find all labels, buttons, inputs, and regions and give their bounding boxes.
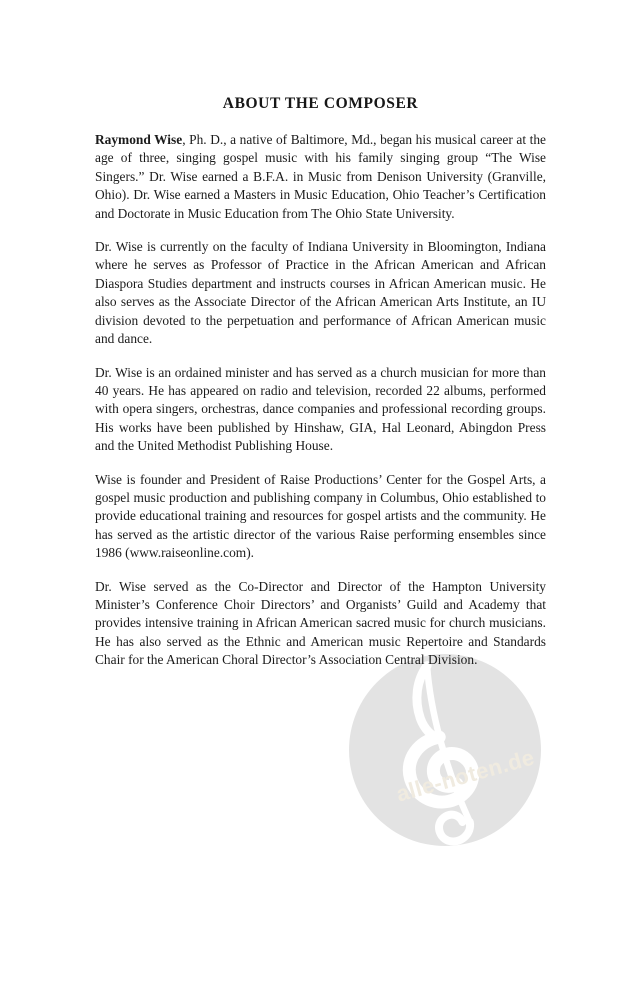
- page-title: ABOUT THE COMPOSER: [222, 95, 419, 112]
- bio-paragraph-4: [95, 471, 546, 563]
- bio-paragraph-1: [95, 131, 546, 223]
- bio-paragraph-3: [95, 364, 546, 456]
- paragraph-text: Dr. Wise served as the Co-Director and Director of the Hampton University Minister’s Conference Choir Directors’ and Organists’ Guild and Academy that provides intensive training in African American sacred music for church musicians. He has also served as the Ethnic and American music Repertoire and Standards Chair for the American Choral Director’s Association Central Division.: [95, 578, 546, 668]
- composer-name: Raymond Wise: [95, 132, 183, 148]
- paragraph-text: , Ph. D., a native of Baltimore, Md., began his musical career at the age of three, singing gospel music with his family singing group “The Wise Singers.” Dr. Wise earned a B.F.A. in Music from Denison University (Granville, Ohio). Dr. Wise earned a Masters in Music Education, Ohio Teacher’s Certification and Doctorate in Music Education from The Ohio State University.: [95, 132, 547, 221]
- page-content: [95, 95, 546, 685]
- paragraph-text: Wise is founder and President of Raise Productions’ Center for the Gospel Arts, a gospel music production and publishing company in Columbus, Ohio established to provide educational training and resources for gospel artists and the community. He has served as the artistic director of the various Raise performing ensembles since 1986 (www.raiseonline.com).: [95, 471, 546, 561]
- paragraph-text: Dr. Wise is currently on the faculty of Indiana University in Bloomington, Indiana where he serves as Professor of Practice in the African American and African Diaspora Studies department and instructs courses in African American music. He also serves as the Associate Director of the African American Arts Institute, an IU division devoted to the perpetuation and performance of African American music and dance.: [95, 239, 546, 347]
- bio-paragraph-5: [95, 578, 546, 670]
- watermark-text: alle-noten.de: [393, 744, 538, 807]
- bio-paragraph-2: [95, 238, 546, 348]
- paragraph-text: Dr. Wise is an ordained minister and has served as a church musician for more than 40 years. He has appeared on radio and television, recorded 22 albums, performed with opera singers, orchestras, dance companies and professional recording groups. His works have been published by Hinshaw, GIA, Hal Leonard, Abingdon Press and the United Methodist Publishing House.: [95, 364, 546, 454]
